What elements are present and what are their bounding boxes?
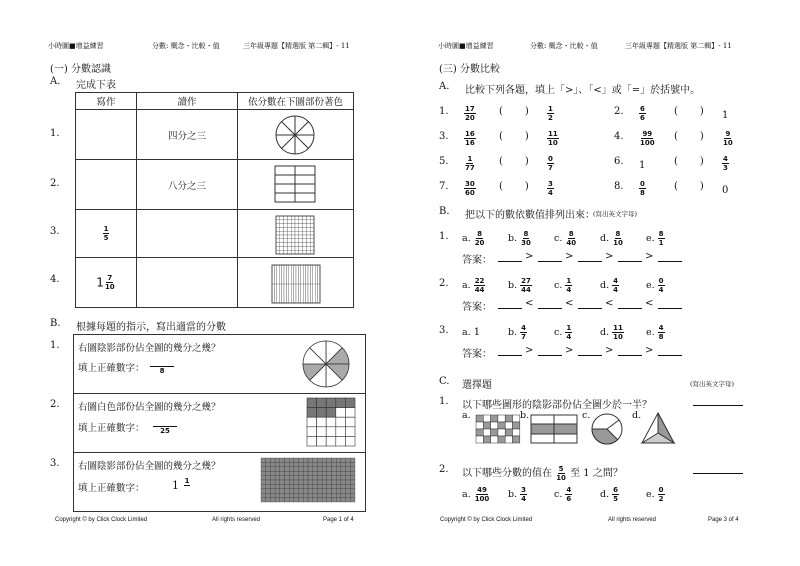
answer-blank[interactable] (693, 473, 743, 474)
order-sign: > (565, 251, 574, 262)
order-option (554, 275, 572, 294)
whole-number: 0 (722, 185, 729, 196)
question-text: 右圖白色部份佔全圖的幾分之幾？ (78, 402, 221, 413)
fraction: $\frac{1}{4}$ (566, 324, 572, 341)
fraction: $\frac{1}{77}$ (465, 155, 475, 172)
order-sign: > (605, 345, 614, 356)
item-number: 1. (439, 106, 449, 117)
part-c-note: (寫出英文字母) (690, 380, 735, 388)
fraction-b (547, 128, 559, 147)
answer-blank[interactable] (693, 405, 743, 406)
shading-cell[interactable] (238, 110, 354, 160)
write-cell (76, 210, 137, 258)
fraction: $\frac{8}{40}$ (566, 230, 577, 247)
item-number: 2. (439, 464, 449, 475)
order-option (508, 228, 532, 247)
circle-quarters-icon (238, 111, 353, 159)
footer-copyright: Copyright © by Click Clock Limited (55, 517, 148, 523)
answer-paren[interactable]: ( ) (674, 106, 704, 117)
whole-number: 1 (639, 160, 646, 171)
fraction-b (547, 103, 554, 122)
answer-blank[interactable] (618, 355, 642, 356)
item-number: 3. (439, 131, 449, 142)
option-label: a. (462, 327, 471, 338)
shaded-grid-icon (306, 397, 356, 447)
option-label: c. (554, 280, 563, 291)
fraction-table (75, 92, 354, 308)
checker-grid-icon (475, 414, 521, 444)
grid-square-icon (238, 211, 353, 257)
fraction: $\frac{1}{4}$ (566, 277, 572, 294)
option-label: d. (600, 280, 610, 291)
option-label: d. (632, 410, 642, 421)
item-number: 3. (439, 325, 449, 336)
order-sign: > (565, 345, 574, 356)
question-text: 右圖陰影部份佔全圖的幾分之幾？ (78, 343, 221, 354)
footer-copyright: Copyright © by Click Clock Limited (440, 517, 533, 523)
option-label: c. (554, 489, 563, 500)
fraction-a (464, 128, 476, 147)
answer-blank[interactable] (538, 355, 562, 356)
fraction: $\frac{8}{20}$ (474, 230, 485, 247)
column-header: 寫作 (76, 93, 137, 110)
option-label: b. (508, 280, 518, 291)
fraction: $\frac{11}{10}$ (613, 324, 623, 341)
item-number: 7. (439, 181, 449, 192)
answer-blank[interactable] (658, 355, 682, 356)
fraction: $\frac{4}{8}$ (658, 324, 664, 341)
mc-option (554, 484, 572, 503)
fraction-b (722, 178, 728, 197)
order-sign: < (565, 298, 574, 309)
fraction: $\frac{4}{3}$ (723, 155, 728, 172)
order-option (600, 322, 624, 341)
order-sign: > (525, 251, 534, 262)
fraction-b (722, 103, 728, 122)
order-option (462, 322, 480, 341)
whole-number: 1 (722, 110, 729, 121)
fraction-a (639, 178, 646, 197)
answer-paren[interactable]: ( ) (674, 181, 704, 192)
fraction-b (547, 153, 554, 172)
order-sign: < (645, 298, 654, 309)
answer-blank[interactable] (538, 308, 562, 309)
shaded-circle-icon (300, 338, 352, 390)
order-option (462, 275, 485, 294)
fraction-a (464, 178, 476, 197)
fraction: $\frac{17}{20}$ (465, 105, 475, 122)
header-topic: 分數: 概念・比較・值 (152, 42, 220, 50)
mc-option (646, 484, 665, 503)
shading-cell[interactable] (238, 210, 354, 258)
fraction-a (464, 103, 476, 122)
footer-rights: All rights reserved (608, 517, 657, 523)
part-b-label: B. (50, 318, 61, 329)
fill-instruction: 填上正確數字： (78, 423, 145, 434)
shaded-circle-icon (590, 412, 624, 446)
option-label: b. (520, 410, 530, 421)
item-number: 2. (439, 278, 449, 289)
part-b-note: (寫出英文字母) (593, 210, 638, 218)
write-cell (76, 258, 137, 308)
answer-blank[interactable] (498, 261, 522, 262)
order-option (600, 228, 624, 247)
order-option (554, 228, 577, 247)
fraction-b (722, 153, 729, 172)
answer-blank[interactable] (578, 355, 602, 356)
answer-label: 答案： (462, 302, 492, 313)
fraction: $\frac{6}{6}$ (640, 105, 645, 122)
answer-paren[interactable]: ( ) (499, 156, 529, 167)
answer-paren[interactable]: ( ) (499, 106, 529, 117)
item-number: 4. (614, 131, 624, 142)
item-number: 8. (614, 181, 624, 192)
answer-blank[interactable] (578, 308, 602, 309)
order-sign: < (605, 298, 614, 309)
option-label: c. (554, 327, 563, 338)
footer-rights: All rights reserved (212, 517, 261, 523)
item-number: 1. (50, 340, 60, 351)
read-cell: 八分之三 (137, 160, 238, 210)
answer-fraction[interactable]: 25 (153, 416, 177, 435)
fraction-a (639, 153, 645, 172)
part-b-label: B. (439, 206, 450, 217)
header-topic: 分數: 概念・比較・值 (530, 42, 598, 50)
option-label: a. (462, 280, 471, 291)
fraction-a (639, 103, 646, 122)
column-header: 讀作 (137, 93, 238, 110)
order-sign: < (525, 298, 534, 309)
write-cell[interactable] (76, 110, 137, 160)
split-rectangle-icon (530, 414, 578, 444)
part-b-title: 根據每題的指示，寫出適當的分數 (76, 322, 226, 333)
item-number: 2. (614, 106, 624, 117)
fraction: $\frac{4}{6}$ (566, 486, 572, 503)
whole-number: 1 (473, 327, 481, 338)
worksheet-page-3 (400, 0, 800, 566)
answer-label: 答案： (462, 255, 492, 266)
order-option (646, 228, 665, 247)
fraction: $\frac{30}{60}$ (465, 180, 475, 197)
fraction: $\frac{1}{2}$ (548, 105, 553, 122)
option-label: a. (462, 489, 471, 500)
header-series: 三年級專題【精選版 第二輯】- 11 (625, 42, 732, 50)
item-number: 5. (439, 156, 449, 167)
item-number: 1. (439, 231, 449, 242)
option-label: a. (462, 233, 471, 244)
fraction: $\frac{0}{7}$ (548, 155, 553, 172)
footer-page: Page 1 of 4 (323, 517, 354, 523)
option-label: d. (600, 489, 610, 500)
answer-blank[interactable] (658, 261, 682, 262)
item-number: 1. (439, 396, 449, 407)
part-c-title: 選擇題 (462, 380, 492, 391)
option-label: e. (646, 489, 655, 500)
answer-blank[interactable] (538, 261, 562, 262)
fraction: $\frac{7}{10}$ (104, 274, 115, 291)
fraction: $\frac{8}{1}$ (658, 230, 664, 247)
option-label: c. (582, 410, 591, 421)
mc-option (600, 484, 619, 503)
order-sign: > (645, 251, 654, 262)
fraction-a (464, 153, 476, 172)
option-label: d. (600, 233, 610, 244)
order-option (554, 322, 572, 341)
fraction: $\frac{27}{44}$ (521, 277, 531, 294)
option-label: e. (646, 327, 655, 338)
answer-blank[interactable] (658, 308, 682, 309)
answer-paren[interactable]: ( ) (674, 131, 704, 142)
fraction: $\frac{6}{5}$ (613, 486, 618, 503)
whole-number: 1 (96, 275, 104, 290)
option-label: b. (508, 233, 518, 244)
header-brand: 小時圖■增益練習 (438, 42, 494, 50)
row-number: 1. (50, 128, 60, 139)
option-label: b. (508, 327, 518, 338)
fraction: $\frac{3}{4}$ (548, 180, 553, 197)
option-label: e. (646, 280, 655, 291)
part-a-title: 比較下列各題，填上「>」、「<」或「=」於括號中。 (465, 85, 701, 96)
read-cell: 四分之三 (137, 110, 238, 160)
fill-instruction: 填上正確數字： (78, 483, 145, 494)
row-number: 4. (50, 274, 60, 285)
answer-blank[interactable] (498, 308, 522, 309)
header-brand: 小時圖■增益練習 (48, 42, 104, 50)
fraction-b (722, 128, 734, 147)
answer-paren[interactable]: ( ) (499, 131, 529, 142)
mc-option (462, 484, 490, 503)
fraction: $\frac{0}{4}$ (658, 277, 664, 294)
answer-paren[interactable]: ( ) (499, 181, 529, 192)
option-label: d. (600, 327, 610, 338)
part-a-label: A. (50, 76, 61, 87)
part-c-label: C. (439, 376, 450, 387)
fraction: $\frac{4}{7}$ (521, 324, 526, 341)
section-title: (三) 分數比較 (439, 64, 500, 75)
order-option (600, 275, 619, 294)
answer-blank[interactable] (618, 308, 642, 309)
fraction: $\frac{49}{100}$ (474, 486, 490, 503)
column-header: 依分數在下圖部份著色 (238, 93, 354, 110)
answer-fraction[interactable]: 8 (150, 356, 174, 375)
part-b-title: 把以下的數依數值排列出來： (465, 210, 595, 221)
fraction-a (639, 128, 656, 147)
order-sign: > (605, 251, 614, 262)
option-label: e. (646, 233, 655, 244)
fill-instruction: 填上正確數字： (78, 363, 145, 374)
vertical-strips-icon (238, 260, 353, 306)
hundred-grid-icon (260, 457, 356, 503)
question-text: 右圖陰影部份佔全圖的幾分之幾？ (78, 461, 221, 472)
order-option (462, 228, 485, 247)
mc-option (508, 484, 527, 503)
part-a-label: A. (439, 81, 450, 92)
order-option (508, 275, 532, 294)
answer-paren[interactable]: ( ) (674, 156, 704, 167)
fraction: $\frac{3}{4}$ (521, 486, 526, 503)
order-option (508, 322, 527, 341)
option-label: b. (508, 489, 518, 500)
answer-blank[interactable] (498, 355, 522, 356)
fraction: $\frac{4}{4}$ (613, 277, 618, 294)
option-label: c. (554, 233, 563, 244)
question-text: 以下哪些圖形的陰影部份佔全圖少於一半？ (462, 400, 652, 411)
order-sign: > (645, 345, 654, 356)
question-text: 以下哪些分數的值在 $\frac{5}{10}$ 至 1 之間？ (462, 465, 623, 482)
fraction: $\frac{22}{44}$ (474, 277, 485, 294)
fraction: $\frac{8}{10}$ (613, 230, 623, 247)
fraction: $\frac{1}{5}$ (103, 225, 109, 242)
item-number: 2. (50, 399, 60, 410)
answer-label: 答案： (462, 349, 492, 360)
item-number: 3. (50, 458, 60, 469)
fraction: $\frac{16}{16}$ (465, 130, 475, 147)
read-cell[interactable] (137, 210, 238, 258)
fraction: $\frac{8}{30}$ (521, 230, 531, 247)
footer-page: Page 3 of 4 (708, 517, 739, 523)
item-number: 6. (614, 156, 624, 167)
order-option (646, 275, 665, 294)
rectangle-eighths-icon (238, 161, 353, 209)
fraction: $\frac{0}{8}$ (640, 180, 645, 197)
row-number: 3. (50, 226, 60, 237)
shaded-triangle-icon (640, 411, 676, 447)
order-option (646, 322, 665, 341)
shading-cell[interactable] (238, 160, 354, 210)
header-series: 三年級專題【精選版 第二輯】- 11 (243, 42, 350, 50)
write-cell[interactable] (76, 160, 137, 210)
part-a-title: 完成下表 (76, 80, 116, 91)
answer-blank[interactable] (618, 261, 642, 262)
fraction: $\frac{99}{100}$ (640, 130, 655, 147)
order-sign: > (525, 345, 534, 356)
answer-mixed-number[interactable]: 1 1 (172, 477, 190, 492)
fraction-b (547, 178, 554, 197)
fraction: $\frac{11}{10}$ (548, 130, 558, 147)
fraction: $\frac{9}{10}$ (723, 130, 733, 147)
option-label: a. (462, 410, 471, 421)
row-number: 2. (50, 178, 60, 189)
fraction: $\frac{0}{2}$ (658, 486, 664, 503)
shading-cell[interactable] (238, 258, 354, 308)
section-title: (一) 分數認識 (50, 64, 111, 75)
read-cell[interactable] (137, 258, 238, 308)
answer-blank[interactable] (578, 261, 602, 262)
